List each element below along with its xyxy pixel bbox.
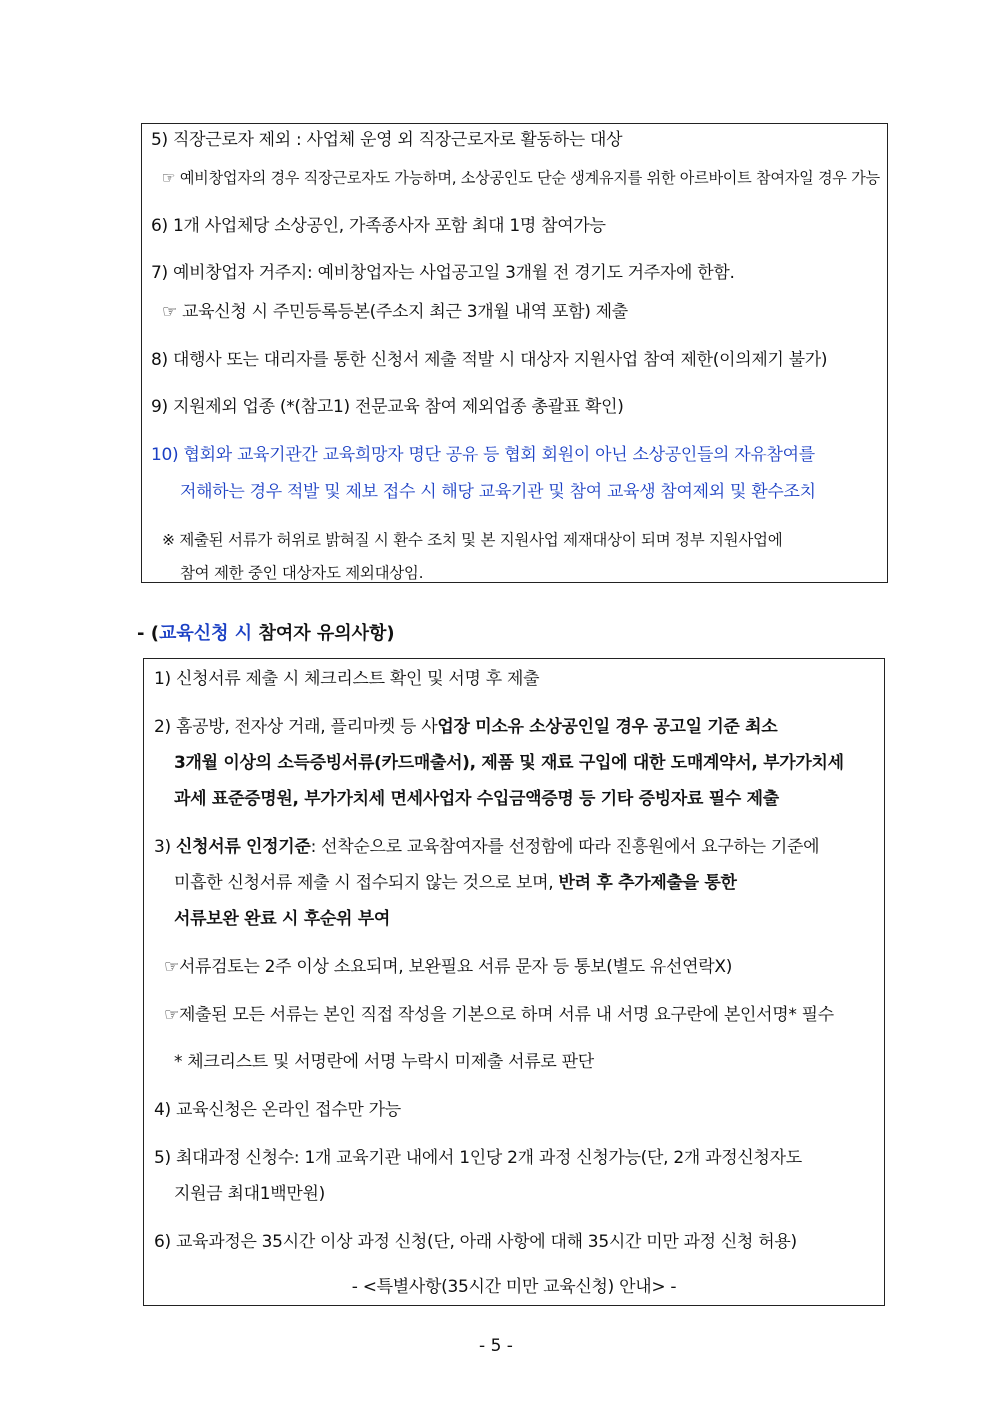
notes-item-3-number: 3) (154, 837, 176, 857)
item-10-line-1: 10) 협회와 교육기관간 교육희망자 명단 공유 등 협회 회원이 아닌 소상공인들의 자유참여를 (151, 445, 815, 465)
heading-highlight: 교육신청 시 (158, 623, 253, 644)
notes-item-3-line-2-plain: 미흡한 신청서류 제출 시 접수되지 않는 것으로 보며, (174, 873, 559, 893)
notes-item-4: 4) 교육신청은 온라인 접수만 가능 (154, 1100, 401, 1120)
item-10-line-2: 저해하는 경우 적발 및 제보 접수 시 해당 교육기관 및 참여 교육생 참여제외 및 환수조치 (180, 482, 816, 502)
page-number: - 5 - (479, 1336, 513, 1356)
notes-item-2-bold: 업장 미소유 소상공인일 경우 공고일 기준 최소 (437, 717, 778, 737)
notes-item-2-line-2: 3개월 이상의 소득증빙서류(카드매출서), 제품 및 재료 구입에 대한 도매계약서, 부가가치세 (174, 753, 844, 773)
section-heading (137, 622, 395, 646)
item-7-text: 7) 예비창업자 거주지: 예비창업자는 사업공고일 3개월 전 경기도 거주자에 한함. (151, 263, 735, 283)
notes-item-2-plain: 2) 홈공방, 전자상 거래, 플리마켓 등 사 (154, 717, 438, 737)
notes-item-5-line-1: 5) 최대과정 신청수: 1개 교육기관 내에서 1인당 2개 과정 신청가능(단, 2개 과정신청자도 (154, 1148, 802, 1168)
special-notice: - <특별사항(35시간 미만 교육신청) 안내> - (351, 1277, 677, 1297)
notes-item-2-line-3: 과세 표준증명원, 부가가치세 면세사업자 수입금액증명 등 기타 증빙자료 필수 제출 (174, 789, 779, 809)
heading-prefix: - ( (137, 623, 159, 644)
item-6-text: 6) 1개 사업체당 소상공인, 가족종사자 포함 최대 1명 참여가능 (151, 216, 606, 236)
notes-item-2-line-1 (154, 716, 777, 738)
note-signature: ☞제출된 모든 서류는 본인 직접 작성을 기본으로 하며 서류 내 서명 요구란에 본인서명* 필수 (164, 1005, 834, 1025)
notes-item-3-bold: 신청서류 인정기준 (175, 837, 311, 857)
item-5-text: 5) 직장근로자 제외 : 사업체 운영 외 직장근로자로 활동하는 대상 (151, 130, 623, 150)
notes-item-1: 1) 신청서류 제출 시 체크리스트 확인 및 서명 후 제출 (154, 669, 540, 689)
notes-item-3-line-2-bold: 반려 후 추가제출을 통한 (558, 873, 737, 893)
notes-item-5-line-2: 지원금 최대1백만원) (174, 1184, 325, 1204)
notes-item-3-plain: : 선착순으로 교육참여자를 선정함에 따라 진흥원에서 요구하는 기준에 (310, 837, 820, 857)
item-7-note: ☞ 교육신청 시 주민등록등본(주소지 최근 3개월 내역 포함) 제출 (162, 302, 628, 322)
notice-line-1: ※ 제출된 서류가 허위로 밝혀질 시 환수 조치 및 본 지원사업 제재대상이 되며 정부 지원사업에 (162, 531, 783, 549)
notice-line-2: 참여 제한 중인 대상자도 제외대상임. (180, 564, 424, 582)
notes-item-3-line-1 (154, 836, 819, 858)
notes-item-3-line-2 (174, 872, 737, 894)
note-checklist: * 체크리스트 및 서명란에 서명 누락시 미제출 서류로 판단 (174, 1052, 594, 1072)
item-5-note: ☞ 예비창업자의 경우 직장근로자도 가능하며, 소상공인도 단순 생계유지를 위한 아르바이트 참여자일 경우 가능 (162, 169, 880, 187)
item-8-text: 8) 대행사 또는 대리자를 통한 신청서 제출 적발 시 대상자 지원사업 참여 제한(이의제기 불가) (151, 350, 828, 370)
item-9-text: 9) 지원제외 업종 (*(참고1) 전문교육 참여 제외업종 총괄표 확인) (151, 397, 624, 417)
note-review-period: ☞서류검토는 2주 이상 소요되며, 보완필요 서류 문자 등 통보(별도 유선연락X) (164, 957, 733, 977)
heading-suffix: 참여자 유의사항) (252, 623, 395, 644)
notes-item-3-line-3: 서류보완 완료 시 후순위 부여 (174, 909, 390, 929)
notes-item-6: 6) 교육과정은 35시간 이상 과정 신청(단, 아래 사항에 대해 35시간 미만 과정 신청 허용) (154, 1232, 797, 1252)
